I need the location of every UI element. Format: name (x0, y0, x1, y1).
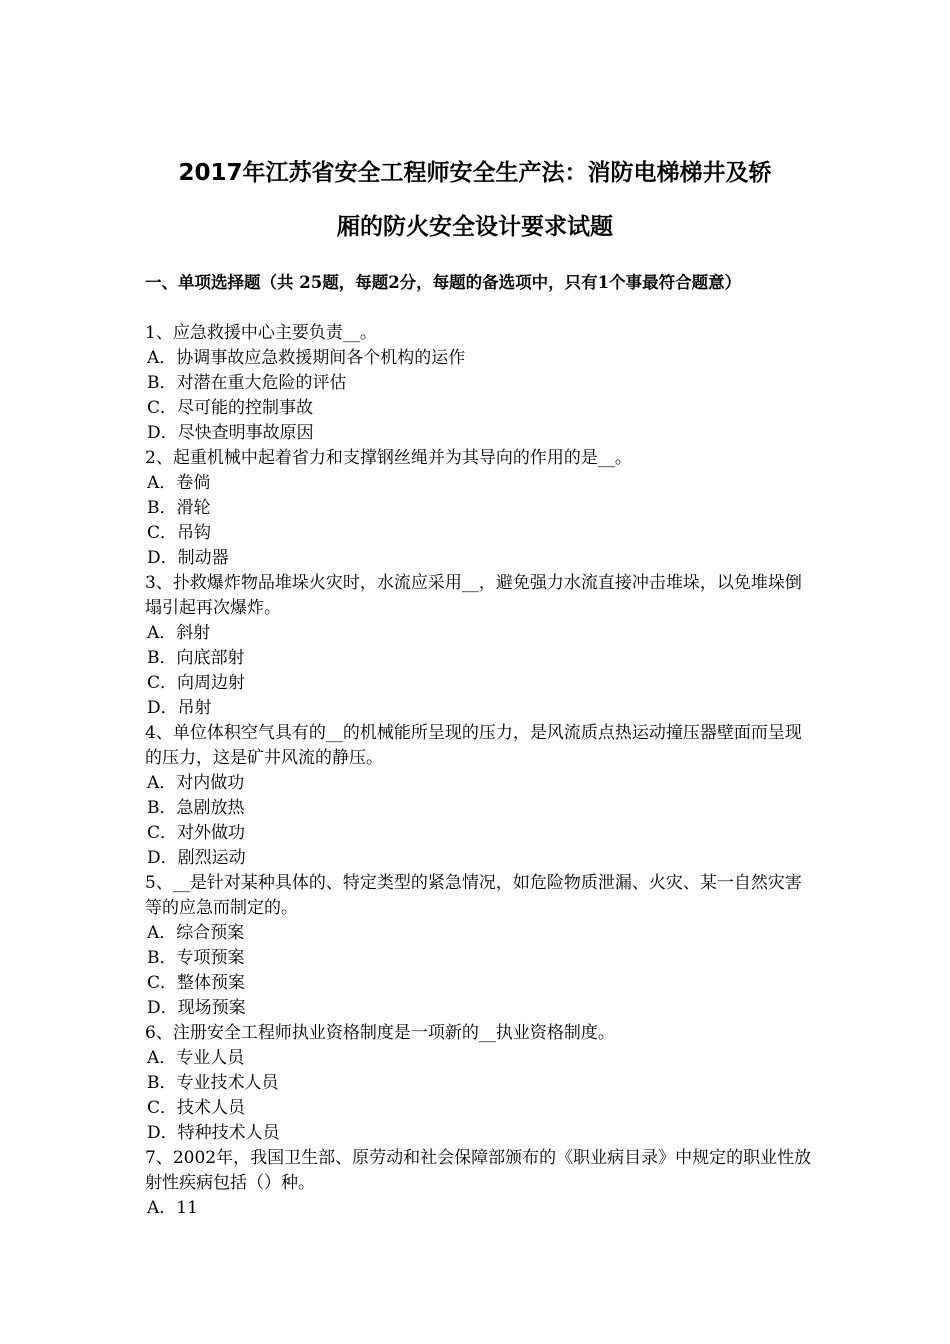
question-block (145, 446, 813, 571)
answer-option: C．对外做功 (147, 823, 246, 843)
section-heading: 一、单项选择题（共 25题，每题2分，每题的备选项中，只有1个事最符合题意） (145, 273, 742, 292)
question-stem: 6、注册安全工程师执业资格制度是一项新的__执业资格制度。 (145, 1023, 615, 1043)
answer-option: A．斜射 (147, 623, 211, 643)
answer-option: A．协调事故应急救援期间各个机构的运作 (147, 348, 466, 368)
answer-option: D．剧烈运动 (147, 848, 246, 868)
title-line-2: 厢的防火安全设计要求试题 (337, 214, 613, 240)
answer-option: C．吊钩 (147, 523, 212, 543)
question-block (145, 571, 813, 721)
answer-option: D．吊射 (147, 698, 212, 718)
title-line-1: 2017年江苏省安全工程师安全生产法：消防电梯梯井及轿 (178, 160, 772, 186)
question-stem: 3、扑救爆炸物品堆垛火灾时，水流应采用__，避免强力水流直接冲击堆垛，以免堆垛倒塌引起再次爆炸。 (145, 573, 802, 618)
question-block (145, 1021, 813, 1146)
answer-option: C．向周边射 (147, 673, 246, 693)
answer-option: C．整体预案 (147, 973, 246, 993)
answer-option: B．滑轮 (147, 498, 211, 518)
answer-option: D．尽快查明事故原因 (147, 423, 314, 443)
answer-option: A．综合预案 (147, 923, 245, 943)
answer-option: D．现场预案 (147, 998, 246, 1018)
question-block (145, 1146, 813, 1221)
answer-option: D．制动器 (147, 548, 229, 568)
question-list (145, 321, 813, 1221)
answer-option: C．技术人员 (147, 1098, 246, 1118)
question-block (145, 871, 813, 1021)
question-block (145, 721, 813, 871)
answer-option: A．卷倘 (147, 473, 211, 493)
answer-option: A．对内做功 (147, 773, 245, 793)
answer-option: B．向底部射 (147, 648, 245, 668)
answer-option: A．11 (147, 1198, 198, 1218)
question-stem: 2、起重机械中起着省力和支撑钢丝绳并为其导向的作用的是__。 (145, 448, 632, 468)
answer-option: B．急剧放热 (147, 798, 245, 818)
answer-option: C．尽可能的控制事故 (147, 398, 314, 418)
answer-option: B．对潜在重大危险的评估 (147, 373, 347, 393)
question-block (145, 321, 813, 446)
answer-option: A．专业人员 (147, 1048, 245, 1068)
answer-option: D．特种技术人员 (147, 1123, 280, 1143)
document-title (140, 146, 810, 254)
answer-option: B．专业技术人员 (147, 1073, 279, 1093)
question-stem: 5、__是针对某种具体的、特定类型的紧急情况，如危险物质泄漏、火灾、某一自然灾害等的应急而制定的。 (145, 873, 802, 918)
question-stem: 4、单位体积空气具有的__的机械能所呈现的压力，是风流质点热运动撞压器壁面而呈现的压力，这是矿井风流的静压。 (145, 723, 802, 768)
question-stem: 1、应急救援中心主要负责__。 (145, 323, 377, 343)
question-stem: 7、2002年，我国卫生部、原劳动和社会保障部颁布的《职业病目录》中规定的职业性放射性疾病包括（）种。 (145, 1148, 812, 1193)
answer-option: B．专项预案 (147, 948, 245, 968)
